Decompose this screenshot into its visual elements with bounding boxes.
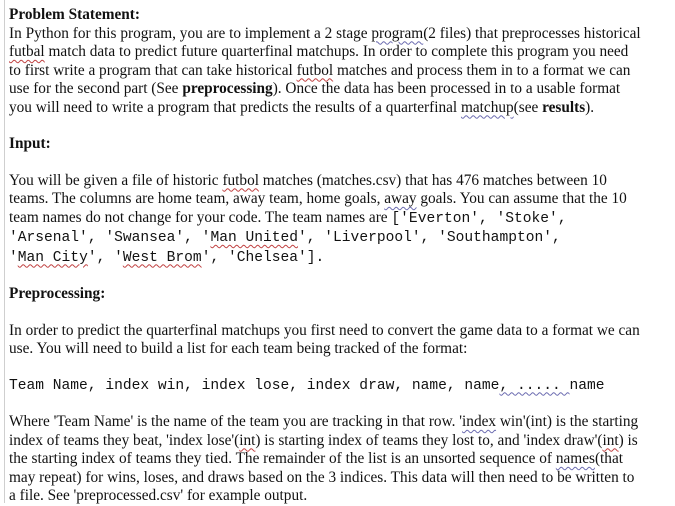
input-line-5: 'Man City', 'West Brom', 'Chelsea']. — [9, 249, 325, 266]
problem-line-5: you will need to write a program that predicts the results of a quarterfinal matchup(see results). — [9, 98, 595, 116]
spell-flag: int — [602, 431, 619, 449]
spell-flag: , ..... — [499, 377, 570, 394]
problem-line-1: In Python for this program, you are to implement a 2 stage program(2 files) that preprocesses historical — [9, 24, 641, 42]
preprocessing-line-2: use. You will need to build a list for each team being tracked of the format: — [9, 340, 468, 357]
spell-flag: West Brom — [122, 249, 202, 266]
description-line-5: a file. See 'preprocessed.csv' for example output. — [9, 487, 308, 504]
input-line-1: You will be given a file of historic futbol matches (matches.csv) that has 476 matches between 10 — [9, 171, 607, 189]
problem-line-4: use for the second part (See preprocessing). Once the data has been processed in to a usable format — [9, 80, 621, 97]
spell-flag: futbal — [9, 43, 45, 60]
input-line-2: teams. The columns are home team, away team, home goals, away goals. You can assume that the 10 — [9, 190, 627, 207]
input-heading: Input: — [9, 135, 51, 152]
spell-flag: futbol — [296, 61, 334, 79]
description-line-2: index of teams they beat, 'index lose'(int) is starting index of teams they lost to, and 'index draw'(int) is — [9, 431, 638, 449]
spell-flag: away — [384, 190, 417, 207]
document-body — [9, 6, 669, 506]
spell-flag: matchup — [460, 98, 514, 116]
spell-flag: names — [555, 450, 595, 467]
description-line-4: may repeat) for wins, loses, and draws based on the 3 indices. This data will then need to be written to — [9, 468, 635, 486]
input-line-3: team names do not change for your code. The team names are ['Everton', 'Stoke', — [9, 208, 567, 227]
spell-flag: int — [239, 431, 256, 449]
preprocessing-heading: Preprocessing: — [9, 285, 106, 302]
spell-flag: Man United — [210, 230, 299, 246]
preprocessing-line-1: In order to predict the quarterfinal matchups you first need to convert the game data to a format we can — [9, 321, 640, 339]
document-page — [4, 0, 671, 503]
description-line-3: the starting index of teams they tied. The remainder of the list is an unsorted sequence of names(that — [9, 450, 623, 467]
team-list-code: ['Everton', 'Stoke', — [391, 210, 567, 227]
format-spec: Team Name, index win, index lose, index draw, name, name, ..... name — [9, 377, 605, 394]
spell-flag: Man City — [17, 249, 88, 266]
problem-line-2: futbal match data to predict future quarterfinal matchups. In order to complete this program you need — [9, 43, 629, 60]
results-ref: results — [542, 98, 586, 116]
problem-line-3: to first write a program that can take historical futbol matches and process them in to a format we can — [9, 61, 631, 79]
spell-flag: program — [371, 24, 424, 42]
preprocessing-ref: preprocessing — [182, 80, 273, 97]
problem-statement-heading: Problem Statement: — [9, 6, 140, 23]
description-line-1: Where 'Team Name' is the name of the team you are tracking in that row. 'index win'(int) is the starting — [9, 413, 639, 430]
spell-flag: futbol — [222, 171, 259, 189]
spell-flag: index — [462, 413, 497, 430]
input-line-4: 'Arsenal', 'Swansea', 'Man United', 'Liverpool', 'Southampton', — [9, 230, 561, 246]
